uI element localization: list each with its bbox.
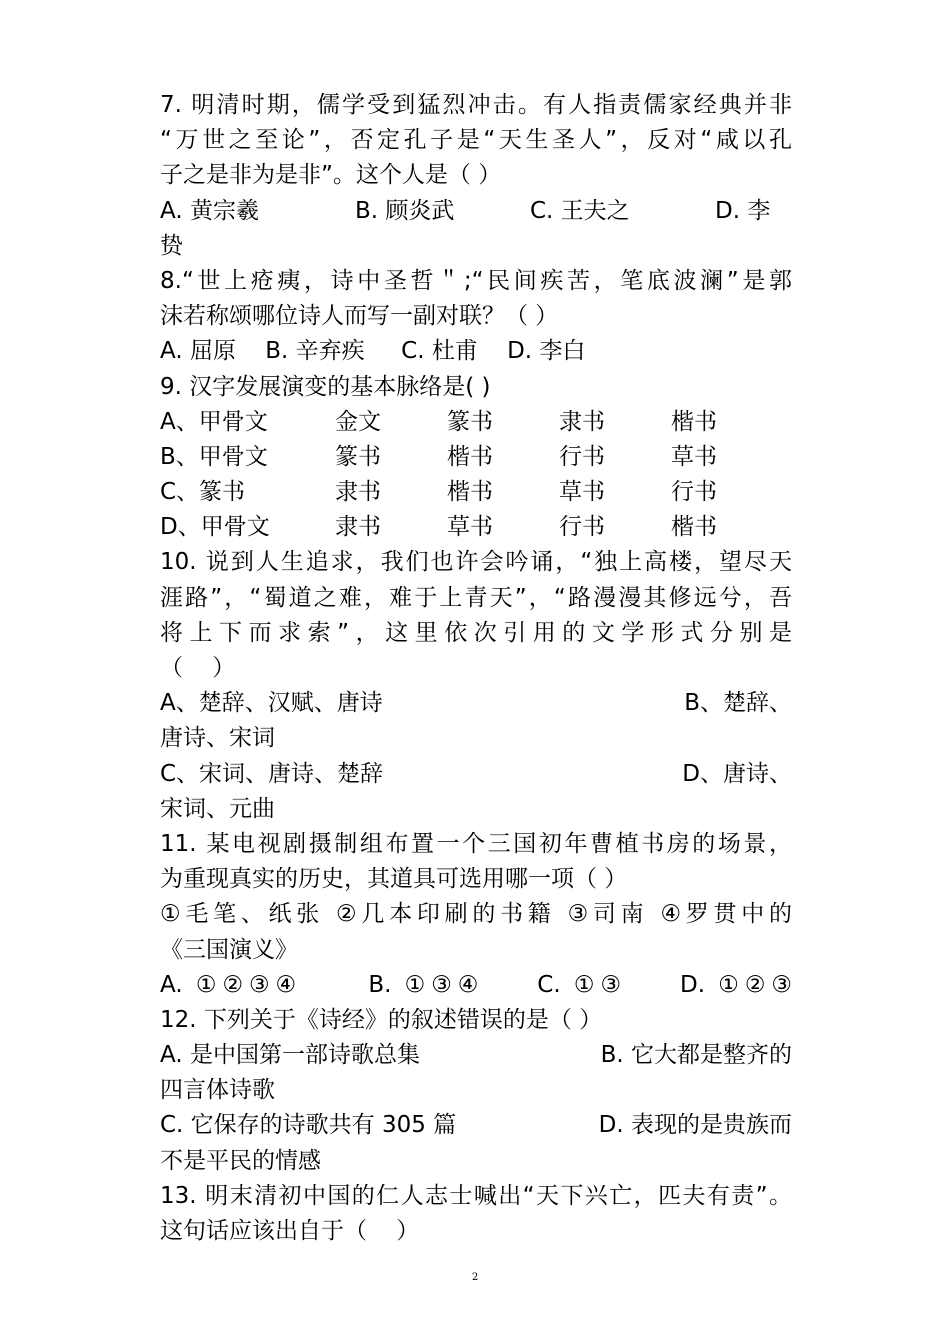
q12-option-c: C. 它保存的诗歌共有 305 篇 bbox=[160, 1112, 457, 1139]
q12-options-ab bbox=[160, 1038, 792, 1073]
q7-option-a: A. 黄宗羲 bbox=[160, 197, 259, 224]
q7-line-2: “万世之至论”，否定孔子是“天生圣人”，反对“咸以孔 bbox=[160, 127, 792, 154]
q9-a-cell: 篆书 bbox=[447, 408, 493, 435]
page-number: 2 bbox=[471, 1272, 479, 1283]
q9-a-cell: A、甲骨文 bbox=[160, 408, 268, 435]
q9-a-cell: 金文 bbox=[335, 408, 381, 435]
q10-options-ab bbox=[160, 686, 792, 721]
q9-option-d bbox=[160, 510, 792, 545]
q11-options: A. ①②③④ B. ①③④ C. ①③ D. ①②③ bbox=[160, 971, 792, 998]
q9-c-cell: 隶书 bbox=[335, 479, 381, 506]
q9-d-cell: D、甲骨文 bbox=[160, 514, 270, 541]
q8-line-2: 沫若称颂哪位诗人而写一副对联？（ ） bbox=[160, 303, 559, 330]
q9-option-c bbox=[160, 475, 792, 510]
q12-stem: 12. 下列关于《诗经》的叙述错误的是（ ） bbox=[160, 1006, 603, 1033]
q8-options: A. 屈原 B. 辛弃疾 C. 杜甫 D. 李白 bbox=[160, 338, 586, 365]
q11-line-4: 《三国演义》 bbox=[160, 936, 298, 963]
q9-c-cell: 草书 bbox=[559, 479, 605, 506]
q9-option-a bbox=[160, 405, 792, 440]
q8-line-1: 8.“世上疮痍，诗中圣哲＂;“民间疾苦，笔底波澜”是郭 bbox=[160, 267, 792, 294]
q11-line-1: 11. 某电视剧摄制组布置一个三国初年曹植书房的场景， bbox=[160, 830, 792, 857]
q12-option-b: B. 它大都是整齐的 bbox=[600, 1042, 792, 1069]
q10-line-4: （ ） bbox=[160, 655, 236, 681]
q9-stem: 9. 汉字发展演变的基本脉络是( ) bbox=[160, 373, 491, 400]
q12-option-b-tail: 四言体诗歌 bbox=[160, 1077, 275, 1104]
q10-option-b-tail: 唐诗、宋词 bbox=[160, 725, 275, 752]
q7-option-b: B. 顾炎武 bbox=[355, 197, 455, 224]
q13-line-2: 这句话应该出自于（ ） bbox=[160, 1218, 420, 1244]
q10-options-cd bbox=[160, 757, 792, 792]
q9-option-b bbox=[160, 440, 792, 475]
q9-b-cell: 篆书 bbox=[335, 443, 381, 470]
q7-option-c: C. 王夫之 bbox=[530, 197, 630, 224]
q10-option-d-tail: 宋词、元曲 bbox=[160, 795, 275, 822]
q7-option-d-tail: 贽 bbox=[160, 232, 183, 259]
q7-line-1: 7. 明清时期，儒学受到猛烈冲击。有人指责儒家经典并非 bbox=[160, 92, 792, 118]
q10-line-1: 10. 说到人生追求，我们也许会吟诵，“独上高楼，望尽天 bbox=[160, 549, 792, 576]
q10-line-2: 涯路”，“蜀道之难，难于上青天”，“路漫漫其修远兮，吾 bbox=[160, 584, 792, 611]
q12-options-cd bbox=[160, 1108, 792, 1143]
q9-b-cell: 草书 bbox=[671, 443, 717, 470]
q13-line-1: 13. 明末清初中国的仁人志士喊出“天下兴亡，匹夫有责”。 bbox=[160, 1182, 792, 1209]
question-list bbox=[160, 88, 792, 1249]
q11-line-2: 为重现真实的历史，其道具可选用哪一项（ ） bbox=[160, 866, 628, 893]
q7-options bbox=[160, 194, 792, 229]
q10-option-c: C、宋词、唐诗、楚辞 bbox=[160, 760, 384, 787]
q9-d-cell: 隶书 bbox=[335, 514, 381, 541]
q9-a-cell: 隶书 bbox=[559, 408, 605, 435]
q9-b-cell: B、甲骨文 bbox=[160, 443, 268, 470]
q9-d-cell: 草书 bbox=[447, 514, 493, 541]
q10-option-d: D、唐诗、 bbox=[682, 760, 792, 787]
q7-line-3: 子之是非为是非”。这个人是（ ） bbox=[160, 162, 502, 189]
q9-c-cell: 行书 bbox=[671, 479, 717, 506]
q10-option-b: B、楚辞、 bbox=[684, 690, 792, 717]
q10-line-3: 将上下而求索”，这里依次引用的文学形式分别是 bbox=[160, 619, 792, 646]
q11-line-3: ①毛笔、纸张 ②几本印刷的书籍 ③司南 ④罗贯中的 bbox=[160, 901, 792, 928]
q9-c-cell: 楷书 bbox=[447, 479, 493, 506]
q12-option-a: A. 是中国第一部诗歌总集 bbox=[160, 1042, 420, 1069]
q9-d-cell: 楷书 bbox=[671, 514, 717, 541]
q9-d-cell: 行书 bbox=[559, 514, 605, 541]
q9-b-cell: 行书 bbox=[559, 443, 605, 470]
q12-option-d: D. 表现的是贵族而 bbox=[598, 1112, 792, 1139]
q10-option-a: A、楚辞、汉赋、唐诗 bbox=[160, 690, 383, 717]
q12-option-d-tail: 不是平民的情感 bbox=[160, 1147, 321, 1174]
q9-b-cell: 楷书 bbox=[447, 443, 493, 470]
q9-a-cell: 楷书 bbox=[671, 408, 717, 435]
q7-option-d: D. 李 bbox=[715, 197, 771, 224]
q9-c-cell: C、篆书 bbox=[160, 479, 246, 506]
